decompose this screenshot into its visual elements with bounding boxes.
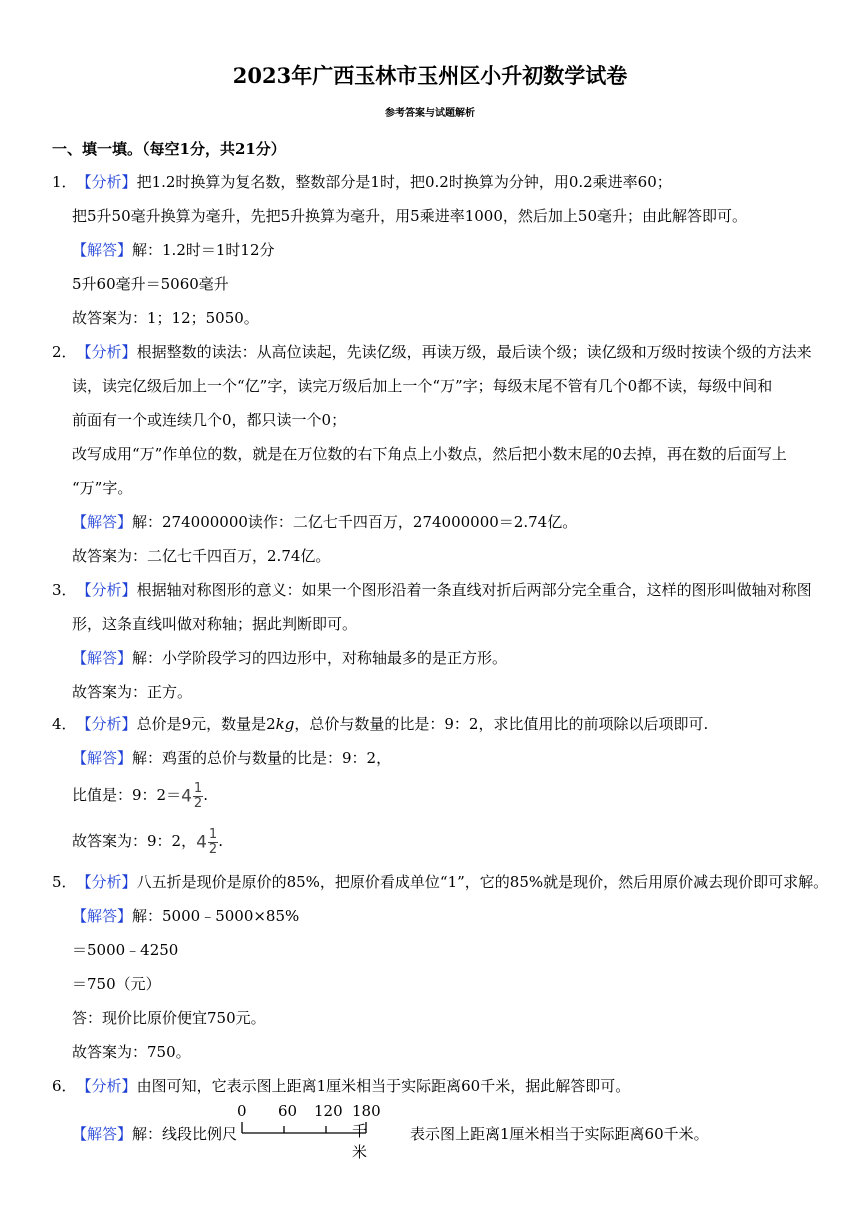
q1-analysis-line-1 bbox=[52, 172, 672, 192]
question-number: 1． bbox=[52, 173, 77, 191]
fraction-denominator: 2 bbox=[208, 841, 218, 857]
q5-step-1: ＝5000﹣4250 bbox=[72, 941, 179, 959]
mixed-fraction bbox=[196, 823, 218, 862]
line-scale bbox=[237, 1102, 381, 1161]
q6-answer-prefix-line bbox=[72, 1124, 237, 1144]
question-number: 6． bbox=[52, 1077, 77, 1095]
answer-tag: 【解答】 bbox=[72, 907, 133, 925]
q1-answer-line-2: 5升60毫升＝5060毫升 bbox=[72, 275, 229, 293]
q5-analysis-line-1 bbox=[52, 872, 828, 892]
q6-analysis-text-1: 由图可知，它表示图上距离1厘米相当于实际距离60千米，据此解答即可。 bbox=[136, 1077, 631, 1095]
q2-answer-line-1 bbox=[72, 512, 577, 532]
q3-result: 故答案为：正方。 bbox=[72, 683, 193, 701]
q2-analysis-text-1: 根据整数的读法：从高位读起，先读亿级，再读万级，最后读个级；读亿级和万级时按读个级的方法来 bbox=[136, 343, 812, 361]
page-subtitle: 参考答案与试题解析 bbox=[385, 108, 475, 119]
q1-analysis-line-2: 把5升50毫升换算为毫升，先把5升换算为毫升，用5乘进率1000，然后加上50毫升；由此解答即可。 bbox=[72, 207, 747, 225]
q4-period: . bbox=[203, 786, 208, 804]
analysis-tag: 【分析】 bbox=[76, 343, 137, 361]
q4-result-line bbox=[72, 822, 223, 861]
q6-analysis-line-1 bbox=[52, 1076, 630, 1096]
fraction-denominator: 2 bbox=[193, 795, 203, 811]
q3-answer-line-1 bbox=[72, 648, 507, 668]
q2-analysis-line-5: “万”字。 bbox=[72, 479, 133, 497]
q6-answer-prefix: 解：线段比例尺 bbox=[132, 1125, 238, 1143]
q6-answer-suffix: 表示图上距离1厘米相当于实际距离60千米。 bbox=[410, 1125, 709, 1143]
analysis-tag: 【分析】 bbox=[76, 173, 137, 191]
fraction-whole: 4 bbox=[181, 786, 192, 807]
q4-answer-text-1: 解：鸡蛋的总价与数量的比是：9：2， bbox=[132, 749, 392, 767]
scale-label-60: 60 bbox=[278, 1102, 298, 1120]
mixed-fraction bbox=[181, 777, 203, 816]
q3-analysis-line-1 bbox=[52, 580, 812, 600]
q5-result: 故答案为：750。 bbox=[72, 1043, 191, 1061]
question-number: 5． bbox=[52, 873, 77, 891]
q2-result: 故答案为：二亿七千四百万，2.74亿。 bbox=[72, 547, 331, 565]
answer-tag: 【解答】 bbox=[72, 649, 133, 667]
answer-tag: 【解答】 bbox=[72, 749, 133, 767]
q4-ratio-line bbox=[72, 776, 208, 815]
q1-result: 故答案为：1；12；5050。 bbox=[72, 309, 259, 327]
analysis-tag: 【分析】 bbox=[76, 1077, 137, 1095]
q4-result-prefix: 故答案为：9：2， bbox=[72, 832, 197, 850]
q1-answer-text-1: 解：1.2时＝1时12分 bbox=[132, 241, 275, 259]
q2-analysis-line-1 bbox=[52, 342, 812, 362]
q1-answer-line-1 bbox=[72, 240, 275, 260]
q4-analysis-pre: 总价是9元，数量是2 bbox=[136, 715, 276, 733]
question-number: 3． bbox=[52, 581, 77, 599]
page-title: 2023年广西玉林市玉州区小升初数学试卷 bbox=[232, 63, 628, 88]
q5-reply: 答：现价比原价便宜750元。 bbox=[72, 1009, 266, 1027]
q2-analysis-line-2: 读，读完亿级后加上一个“亿”字，读完万级后加上一个“万”字；每级末尾不管有几个0都不读，每级中间和 bbox=[72, 377, 773, 395]
fraction-numerator: 1 bbox=[208, 826, 218, 842]
q5-analysis-text-1: 八五折是现价是原价的85%，把原价看成单位“1”，它的85%就是现价，然后用原价减去现价即可求解。 bbox=[136, 873, 829, 891]
q4-period: . bbox=[218, 832, 223, 850]
q4-analysis-line-1 bbox=[52, 714, 708, 734]
question-number: 4． bbox=[52, 715, 77, 733]
fraction-numerator: 1 bbox=[193, 780, 203, 796]
q1-analysis-text-1: 把1.2时换算为复名数，整数部分是1时，把0.2时换算为分钟，用0.2乘进率60； bbox=[136, 173, 672, 191]
scale-label-120: 120 bbox=[314, 1102, 343, 1120]
answer-tag: 【解答】 bbox=[72, 1125, 133, 1143]
analysis-tag: 【分析】 bbox=[76, 873, 137, 891]
analysis-tag: 【分析】 bbox=[76, 581, 137, 599]
q3-analysis-text-1: 根据轴对称图形的意义：如果一个图形沿着一条直线对折后两部分完全重合，这样的图形叫做轴对称图 bbox=[136, 581, 812, 599]
q2-answer-text-1: 解：274000000读作：二亿七千四百万，274000000＝2.74亿。 bbox=[132, 513, 578, 531]
question-number: 2． bbox=[52, 343, 77, 361]
q2-analysis-line-4: 改写成用“万”作单位的数，就是在万位数的右下角点上小数点，然后把小数末尾的0去掉，再在数的后面写上 bbox=[72, 445, 787, 463]
answer-tag: 【解答】 bbox=[72, 241, 133, 259]
fraction-whole: 4 bbox=[196, 832, 207, 853]
answer-tag: 【解答】 bbox=[72, 513, 133, 531]
q3-analysis-line-2: 形，这条直线叫做对称轴；据此判断即可。 bbox=[72, 615, 358, 633]
scale-bar bbox=[240, 1120, 370, 1136]
q3-answer-text-1: 解：小学阶段学习的四边形中，对称轴最多的是正方形。 bbox=[132, 649, 508, 667]
q4-analysis-post: ，总价与数量的比是：9：2，求比值用比的前项除以后项即可. bbox=[294, 715, 709, 733]
q2-analysis-line-3: 前面有一个或连续几个0，都只读一个0； bbox=[72, 411, 347, 429]
q4-answer-line-1 bbox=[72, 748, 391, 768]
q5-answer-line-1 bbox=[72, 906, 299, 926]
analysis-tag: 【分析】 bbox=[76, 715, 137, 733]
q4-unit-kg: kg bbox=[275, 715, 295, 733]
scale-label-180: 180千米 bbox=[352, 1102, 381, 1161]
section-heading: 一、填一填。（每空1分，共21分） bbox=[52, 140, 286, 158]
q4-ratio-prefix: 比值是：9：2＝ bbox=[72, 786, 182, 804]
q5-answer-text-1: 解：5000﹣5000×85% bbox=[132, 907, 300, 925]
scale-label-0: 0 bbox=[237, 1102, 247, 1120]
q5-step-2: ＝750（元） bbox=[72, 975, 161, 993]
